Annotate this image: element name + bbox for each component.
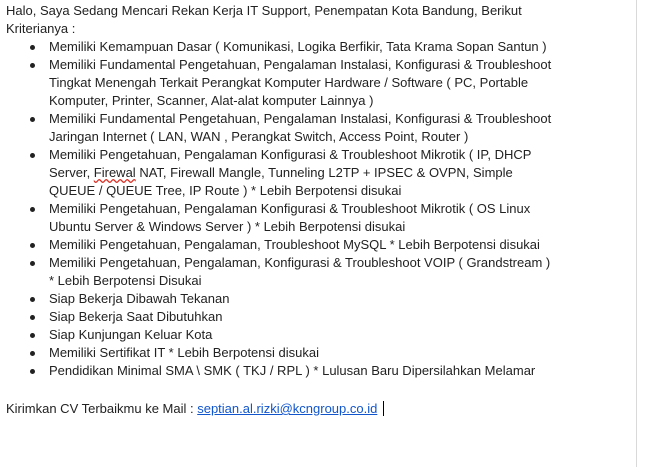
list-item-text: NAT, Firewall Mangle, Tunneling L2TP + IPSEC & OVPN, Simple QUEUE / QUEUE Tree, IP Route ) * Lebih Berpotensi disukai bbox=[49, 165, 513, 198]
list-item: Siap Bekerja Dibawah Tekanan bbox=[49, 290, 554, 308]
closing-line bbox=[6, 400, 554, 418]
list-item: Memiliki Pengetahuan, Pengalaman Konfigurasi & Troubleshoot Mikrotik ( OS Linux Ubuntu Server & Windows Server ) * Lebih Berpotensi disukai bbox=[49, 200, 554, 236]
email-link[interactable]: septian.al.rizki@kcngroup.co.id bbox=[197, 401, 378, 416]
list-item: Memiliki Fundamental Pengetahuan, Pengalaman Instalasi, Konfigurasi & Troubleshoot Tingkat Menengah Terkait Perangkat Komputer Hardware / Software ( PC, Portable Komputer, Printer, Scanner, Alat-alat komputer Lainnya ) bbox=[49, 56, 554, 110]
list-item: Pendidikan Minimal SMA \ SMK ( TKJ / RPL ) * Lulusan Baru Dipersilahkan Melamar bbox=[49, 362, 554, 380]
list-item: Siap Bekerja Saat Dibutuhkan bbox=[49, 308, 554, 326]
list-item: Memiliki Kemampuan Dasar ( Komunikasi, Logika Berfikir, Tata Krama Sopan Santun ) bbox=[49, 38, 554, 56]
list-item: Memiliki Fundamental Pengetahuan, Pengalaman Instalasi, Konfigurasi & Troubleshoot Jaringan Internet ( LAN, WAN , Perangkat Switch, Access Point, Router ) bbox=[49, 110, 554, 146]
message-body[interactable] bbox=[6, 2, 554, 418]
requirements-list bbox=[6, 38, 554, 380]
intro-text: Halo, Saya Sedang Mencari Rekan Kerja IT Support, Penempatan Kota Bandung, Berikut Kriterianya : bbox=[6, 3, 522, 36]
closing-text: Kirimkan CV Terbaikmu ke Mail : bbox=[6, 401, 198, 416]
list-item: Memiliki Pengetahuan, Pengalaman, Troubleshoot MySQL * Lebih Berpotensi disukai bbox=[49, 236, 554, 254]
text-cursor bbox=[383, 401, 384, 416]
list-item: Memiliki Pengetahuan, Pengalaman, Konfigurasi & Troubleshoot VOIP ( Grandstream ) * Lebih Berpotensi Disukai bbox=[49, 254, 554, 290]
list-item: Siap Kunjungan Keluar Kota bbox=[49, 326, 554, 344]
list-item: Memiliki Sertifikat IT * Lebih Berpotensi disukai bbox=[49, 344, 554, 362]
compose-right-border bbox=[636, 0, 637, 467]
list-item bbox=[49, 146, 554, 200]
list-item-text: Memiliki Pengetahuan, Pengalaman Konfigurasi & Troubleshoot Mikrotik ( IP, DHCP Server, bbox=[49, 147, 532, 180]
misspelled-word[interactable]: Firewal bbox=[93, 165, 136, 180]
